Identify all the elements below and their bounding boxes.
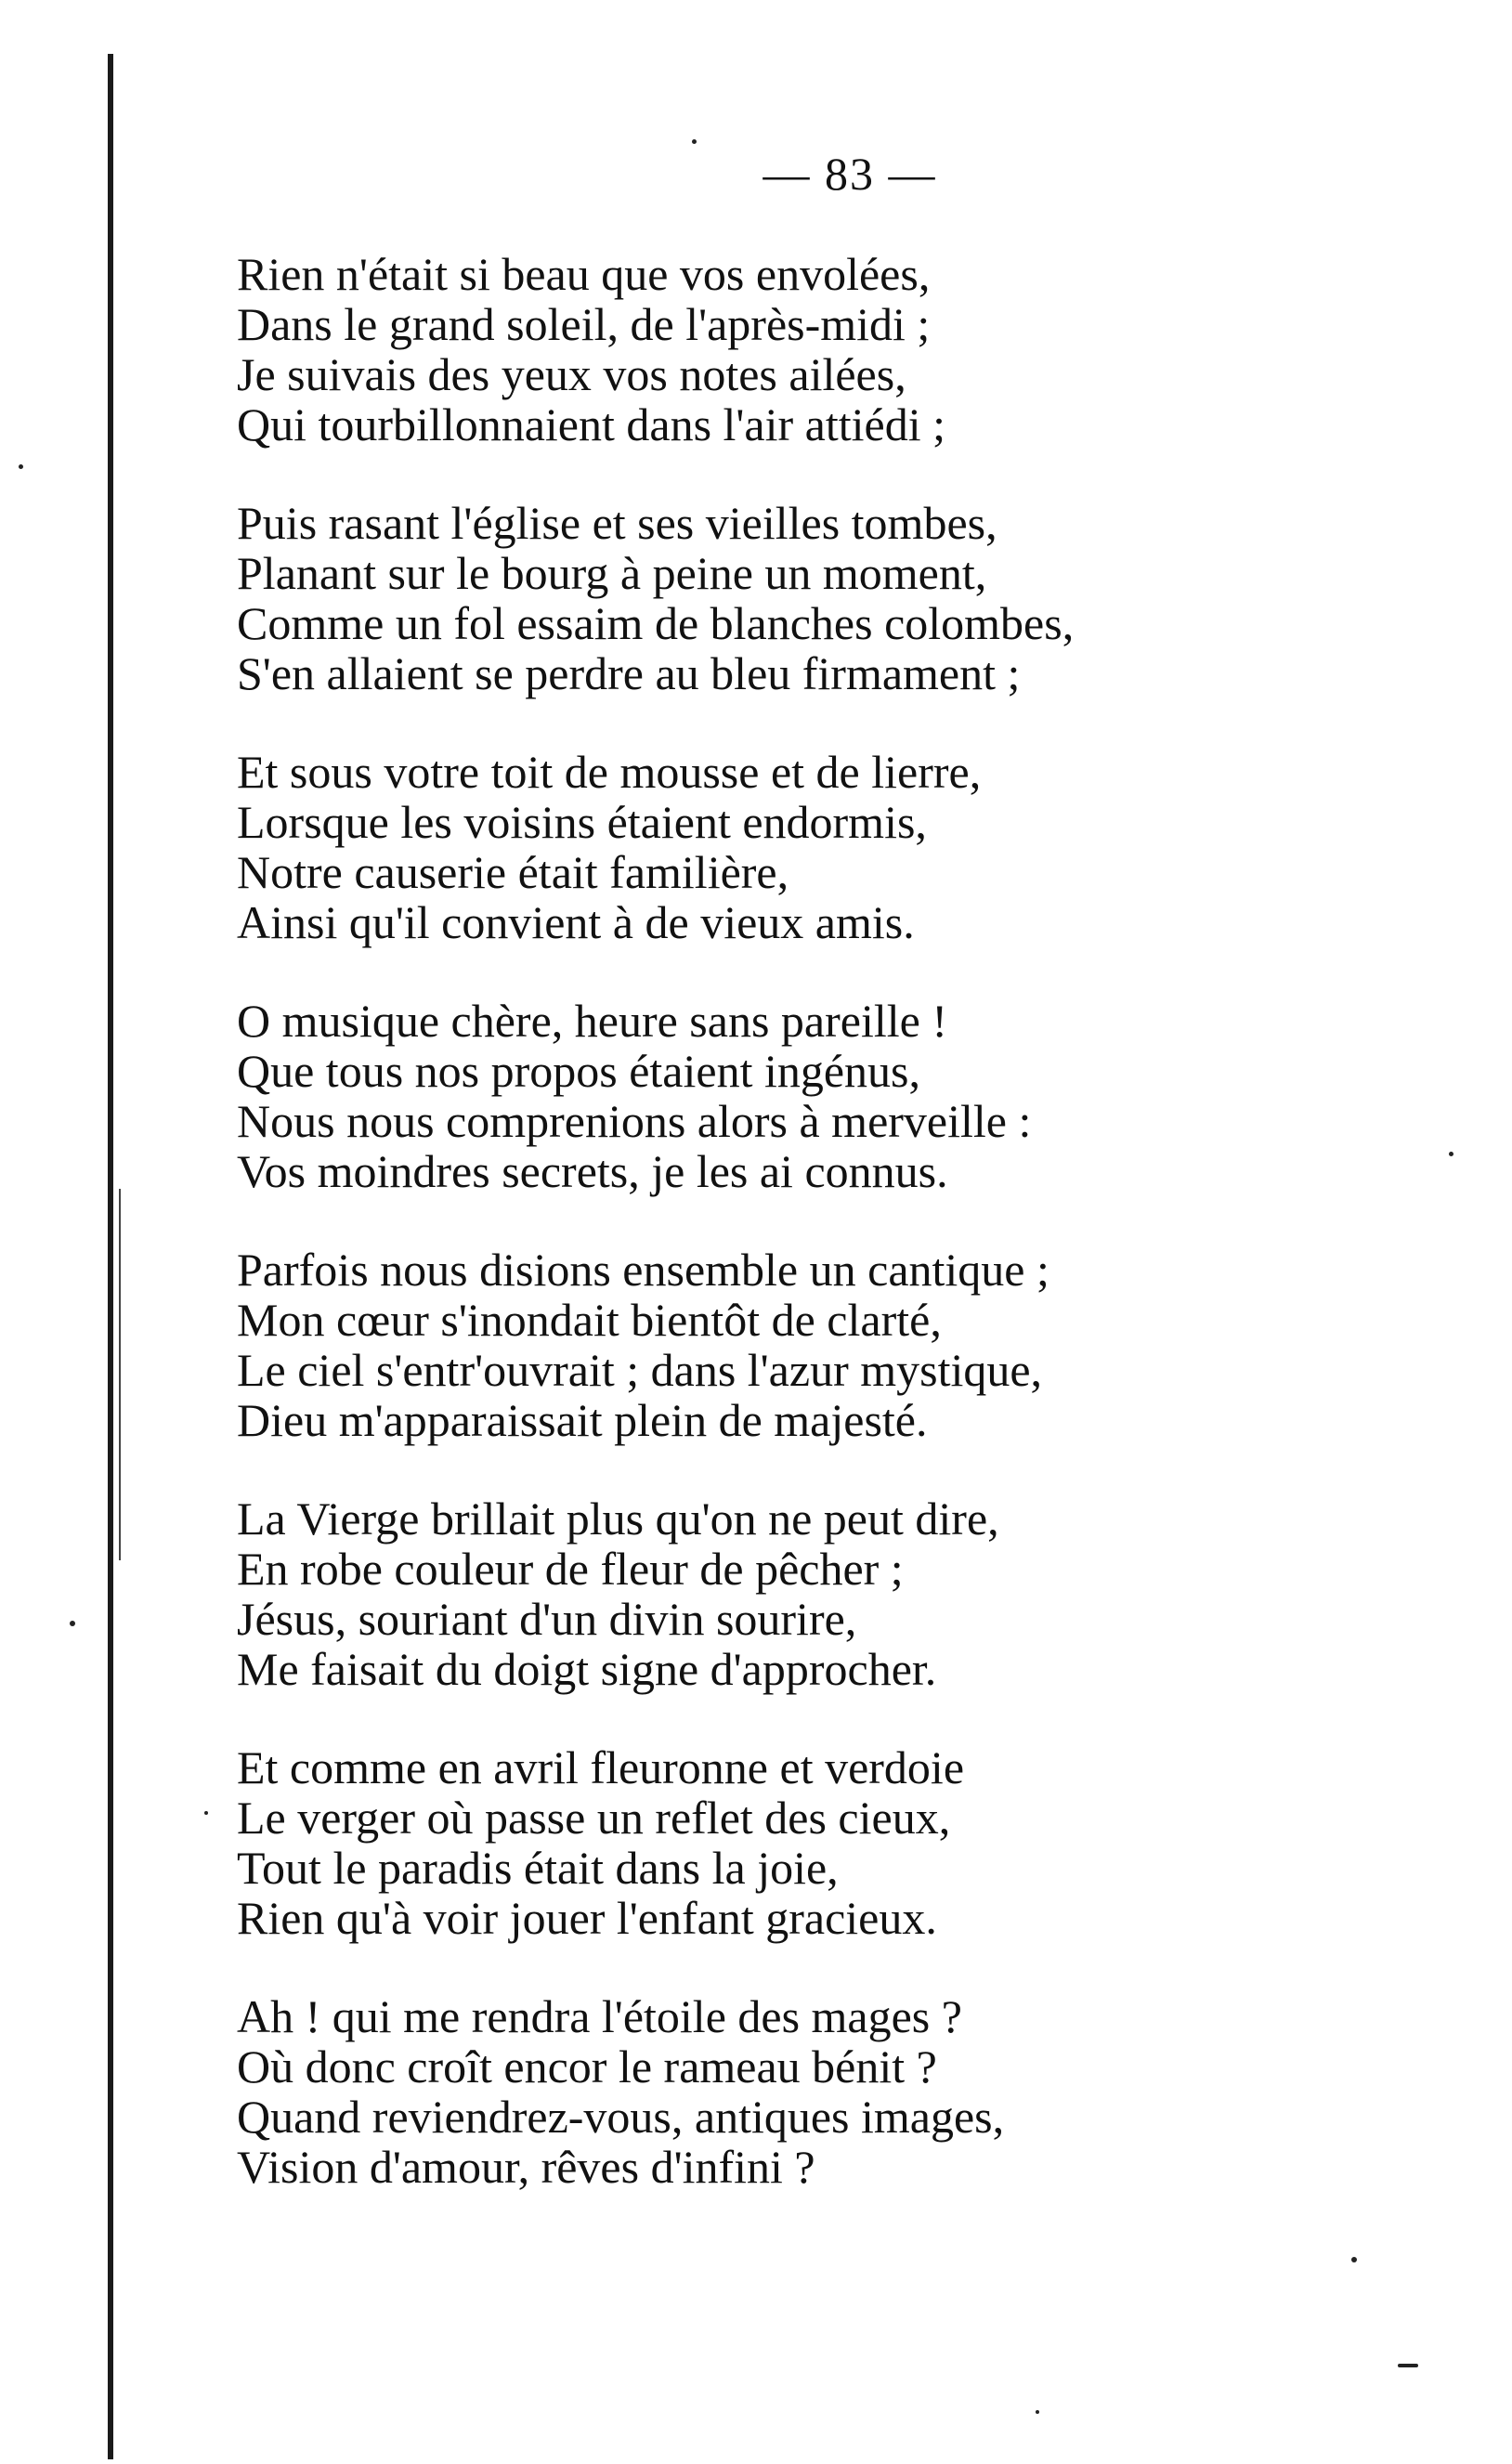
verse-line: Et sous votre toit de mousse et de lierre,	[237, 746, 982, 798]
verse-line: Puis rasant l'église et ses vieilles tombes,	[237, 497, 997, 549]
verse-line: Lorsque les voisins étaient endormis,	[237, 796, 927, 848]
verse-line: Je suivais des yeux vos notes ailées,	[237, 348, 906, 400]
verse-line: Vos moindres secrets, je les ai connus.	[237, 1145, 948, 1197]
print-speck	[1449, 1152, 1453, 1156]
verse-line: Nous nous comprenions alors à merveille :	[237, 1095, 1032, 1147]
verse-line: O musique chère, heure sans pareille !	[237, 995, 947, 1047]
verse-line: Notre causerie était familière,	[237, 846, 789, 898]
verse-line: Ah ! qui me rendra l'étoile des mages ?	[237, 1990, 962, 2042]
verse-line: Rien qu'à voir jouer l'enfant gracieux.	[237, 1892, 937, 1944]
verse-line: La Vierge brillait plus qu'on ne peut dire,	[237, 1493, 999, 1545]
verse-line: Qui tourbillonnaient dans l'air attiédi ;	[237, 398, 946, 450]
verse-line: Vision d'amour, rêves d'infini ?	[237, 2141, 815, 2193]
verse-line: Mon cœur s'inondait bientôt de clarté,	[237, 1294, 942, 1346]
verse-line: Parfois nous disions ensemble un cantique ;	[237, 1244, 1049, 1296]
verse-line: Planant sur le bourg à peine un moment,	[237, 547, 987, 599]
print-speck	[70, 1621, 75, 1626]
print-speck	[204, 1811, 208, 1815]
verse-line: Ainsi qu'il convient à de vieux amis.	[237, 896, 915, 948]
binding-rule	[108, 54, 113, 2459]
stanza-6	[237, 1493, 1463, 1694]
stanza-7	[237, 1742, 1463, 1943]
verse-line: Dans le grand soleil, de l'après-midi ;	[237, 298, 931, 350]
stanza-5	[237, 1245, 1463, 1445]
stanza-3	[237, 747, 1463, 947]
verse-line: Tout le paradis était dans la joie,	[237, 1842, 839, 1894]
verse-line: Quand reviendrez-vous, antiques images,	[237, 2091, 1005, 2143]
print-speck	[1398, 2364, 1418, 2367]
verse-line: S'en allaient se perdre au bleu firmament ;	[237, 647, 1021, 699]
stanza-8	[237, 1991, 1463, 2192]
verse-line: Et comme en avril fleuronne et verdoie	[237, 1741, 965, 1793]
stanza-4	[237, 996, 1463, 1196]
verse-line: Le verger où passe un reflet des cieux,	[237, 1792, 951, 1844]
verse-line: Dieu m'apparaissait plein de majesté.	[237, 1394, 928, 1446]
verse-line: Me faisait du doigt signe d'approcher.	[237, 1643, 937, 1695]
print-speck	[1036, 2410, 1039, 2414]
verse-line: Que tous nos propos étaient ingénus,	[237, 1045, 921, 1097]
verse-line: Jésus, souriant d'un divin sourire,	[237, 1593, 857, 1645]
verse-line: Le ciel s'entr'ouvrait ; dans l'azur mystique,	[237, 1344, 1043, 1396]
verse-line: Comme un fol essaim de blanches colombes,	[237, 597, 1075, 649]
verse-line: Rien n'était si beau que vos envolées,	[237, 248, 931, 300]
verse-line: Où donc croît encor le rameau bénit ?	[237, 2040, 937, 2092]
print-speck	[1351, 2257, 1357, 2262]
binding-rule-secondary	[119, 1189, 121, 1560]
verse-line: En robe couleur de fleur de pêcher ;	[237, 1543, 904, 1595]
print-speck	[19, 464, 23, 469]
poem	[237, 249, 1463, 2240]
print-speck	[692, 139, 697, 144]
stanza-1	[237, 249, 1463, 450]
stanza-2	[237, 498, 1463, 698]
page-number: — 83 —	[763, 148, 937, 200]
